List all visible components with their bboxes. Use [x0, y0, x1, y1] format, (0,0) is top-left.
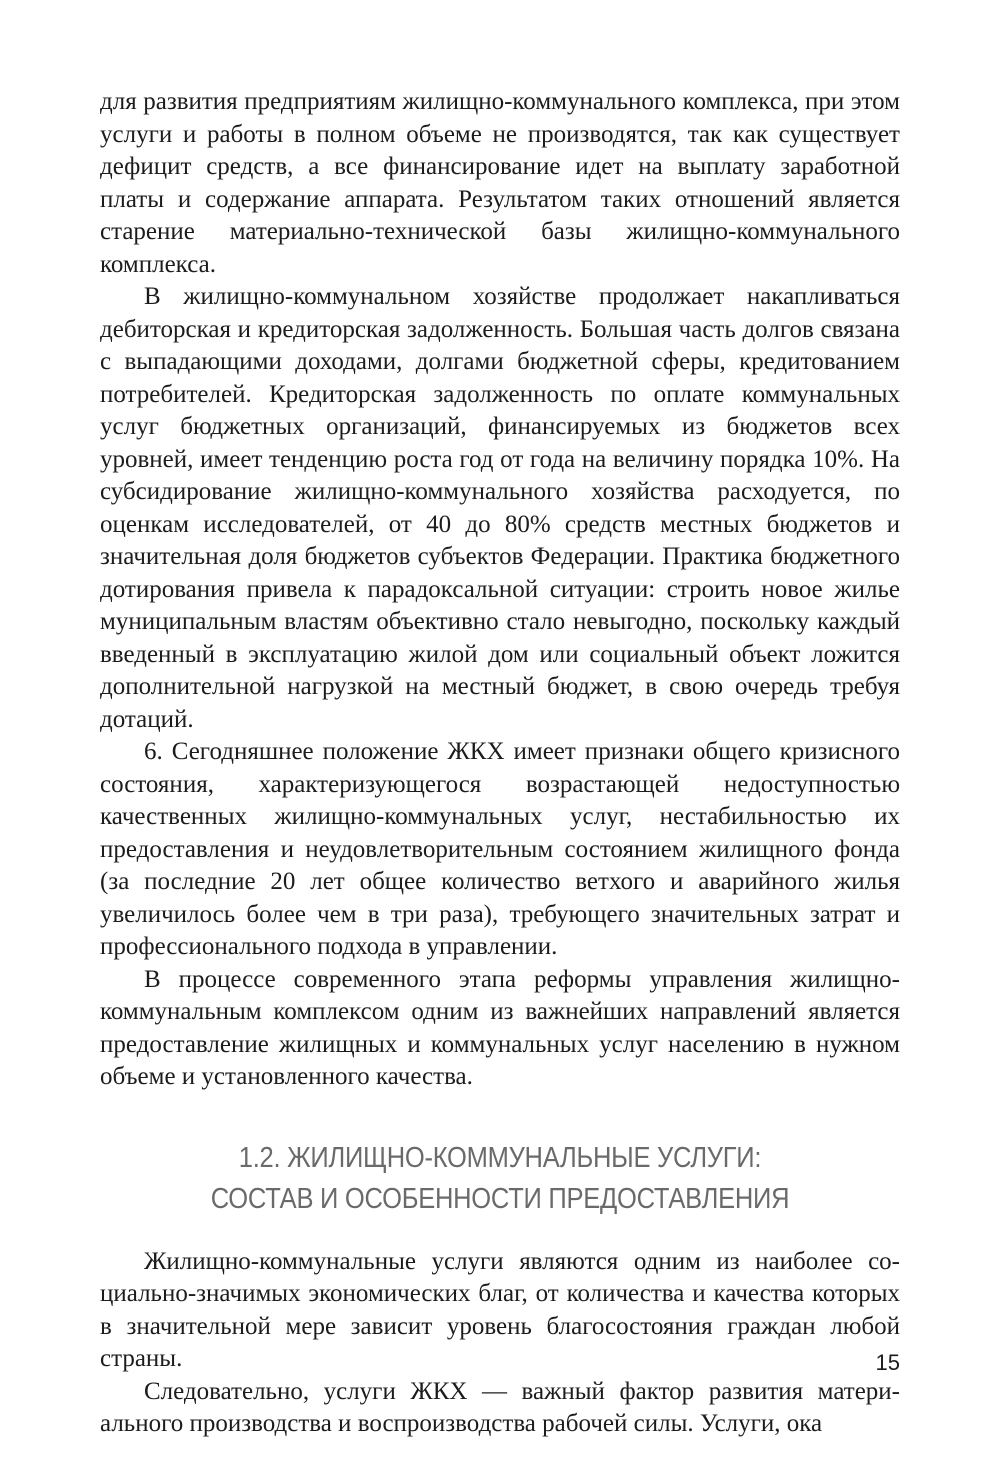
- page-number: 15: [875, 1350, 900, 1375]
- paragraph-services-factor: Следовательно, услуги ЖКХ — важный фактор развития материального производства и воспроизводства рабочей силы. Услуги, ока: [100, 1377, 900, 1437]
- paragraph-debt: В жилищно-коммунальном хозяйстве продолжает накапливаться дебиторская и кредиторская задолженность. Большая часть долгов связана с выпадающими доходами, долгами бюджетной сферы, кредитованием потребителей. Кредиторская задолженность по оплате коммунальных услуг бюджетных организаций, финансируемых из бюджетов всех уровней, имеет тенденцию роста год от года на величину порядка 10%. На субсидирование жилищно-коммунального хозяйства расходуется, по оценкам исследователей, от 40 до 80% средств местных бюджетов и значительная доля бюджетов субъектов Федерации. Практика бюджетного дотирования привела к парадоксальной ситуации: строить новое жилье муниципальным властям объективно стало невыгодно, поскольку каждый введенный в эксплуатацию жилой дом или социальный объект ложится дополнительной нагрузкой на местный бюджет, в свою очередь требуя дотаций.: [100, 283, 900, 733]
- paragraph-reform: В процессе современного этапа реформы управления жилищно-коммунальным комплексом одним из важнейших направлений является предоставление жилищных и коммунальных услуг населению в нужном объеме и установленного качества.: [100, 965, 900, 1090]
- paragraph-continued: для развития предприятиям жилищно-коммунального комплекса, при этом услуги и работы в полном объеме не производятся, так как существует дефицит средств, а все финансирование идет на выплату заработной платы и содержание аппарата. Результатом таких отношений является старение материально-технической базы жилищно-коммунального комплекса.: [100, 88, 900, 278]
- paragraph-crisis: 6. Сегодняшнее положение ЖКХ имеет признаки общего кризисного состояния, характеризующегося возрастающей недоступностью качественных жилищно-коммунальных услуг, нестабильностью их предоставления и неудовлетворительным состоянием жилищного фонда (за последние 20 лет общее количество ветхого и аварийного жилья увеличилось более чем в три раза), требующего значительных затрат и профессионального подхода в управлении.: [100, 738, 900, 960]
- paragraph-services-intro: Жилищно-коммунальные услуги являются одним из наиболее социально-значимых экономических благ, от количества и качества которых в значительной мере зависит уровень благосостояния граждан любой страны.: [100, 1247, 900, 1372]
- section-heading-line-1: 1.2. ЖИЛИЩНО-КОММУНАЛЬНЫЕ УСЛУГИ:: [238, 1141, 762, 1174]
- section-heading: [148, 1138, 852, 1220]
- page-body: [100, 86, 900, 1441]
- section-heading-line-2: СОСТАВ И ОСОБЕННОСТИ ПРЕДОСТАВЛЕНИЯ: [210, 1182, 790, 1215]
